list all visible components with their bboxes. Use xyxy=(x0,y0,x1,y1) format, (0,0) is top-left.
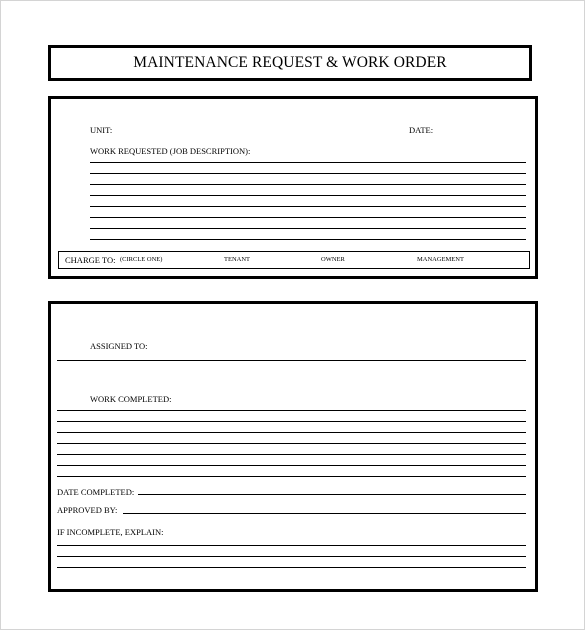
approved-by-label: APPROVED BY: xyxy=(57,505,118,515)
work-completed-label: WORK COMPLETED: xyxy=(90,394,172,404)
assigned-to-line[interactable] xyxy=(57,360,526,361)
work-requested-line[interactable] xyxy=(90,184,526,185)
work-requested-line[interactable] xyxy=(90,217,526,218)
work-requested-line[interactable] xyxy=(90,228,526,229)
work-requested-line[interactable] xyxy=(90,239,526,240)
charge-to-label: CHARGE TO: xyxy=(65,255,116,265)
date-completed-line[interactable] xyxy=(138,494,526,495)
request-section xyxy=(48,96,538,279)
charge-option-owner[interactable]: OWNER xyxy=(321,256,345,263)
work-completed-line[interactable] xyxy=(57,476,526,477)
work-requested-line[interactable] xyxy=(90,173,526,174)
work-requested-label: WORK REQUESTED (JOB DESCRIPTION): xyxy=(90,146,251,156)
work-completed-line[interactable] xyxy=(57,432,526,433)
form-title-box xyxy=(48,45,532,81)
if-incomplete-line[interactable] xyxy=(57,556,526,557)
approved-by-line[interactable] xyxy=(123,513,526,514)
completion-section xyxy=(48,301,538,592)
work-completed-line[interactable] xyxy=(57,421,526,422)
charge-option-management[interactable]: MANAGEMENT xyxy=(417,256,464,263)
work-completed-line[interactable] xyxy=(57,454,526,455)
work-requested-line[interactable] xyxy=(90,162,526,163)
circle-one-label: (CIRCLE ONE) xyxy=(120,256,163,263)
charge-to-row xyxy=(58,251,530,269)
work-completed-line[interactable] xyxy=(57,443,526,444)
unit-label: UNIT: xyxy=(90,125,113,135)
if-incomplete-line[interactable] xyxy=(57,567,526,568)
date-completed-label: DATE COMPLETED: xyxy=(57,487,135,497)
work-completed-line[interactable] xyxy=(57,410,526,411)
if-incomplete-line[interactable] xyxy=(57,545,526,546)
form-title: MAINTENANCE REQUEST & WORK ORDER xyxy=(133,54,447,71)
work-requested-line[interactable] xyxy=(90,206,526,207)
date-label: DATE: xyxy=(409,125,434,135)
work-completed-line[interactable] xyxy=(57,465,526,466)
charge-option-tenant[interactable]: TENANT xyxy=(224,256,250,263)
work-requested-line[interactable] xyxy=(90,195,526,196)
if-incomplete-label: IF INCOMPLETE, EXPLAIN: xyxy=(57,527,164,537)
assigned-to-label: ASSIGNED TO: xyxy=(90,341,148,351)
